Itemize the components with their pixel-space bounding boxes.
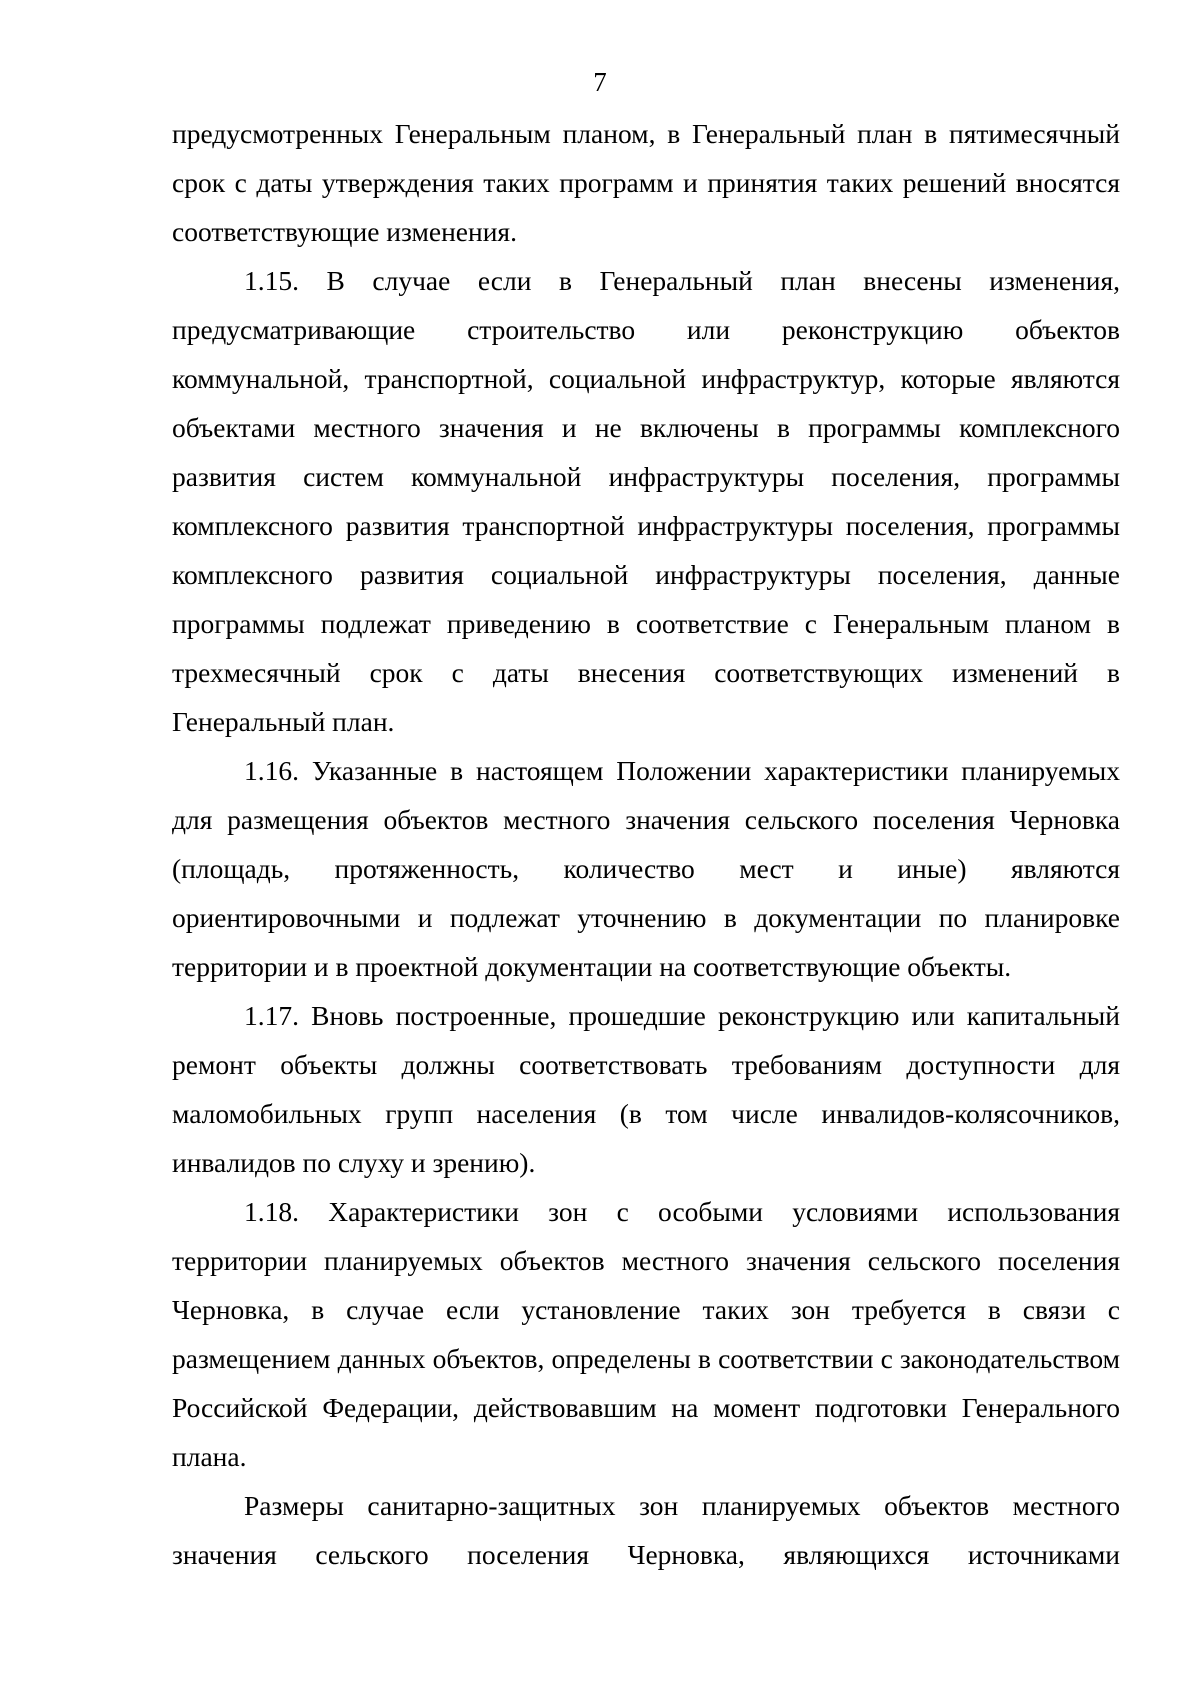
paragraph-1-18: 1.18. Характеристики зон с особыми условиями использования территории планируемых объектов местного значения сельского поселения Черновка, в случае если установление таких зон требуется в связи с размещением данных объектов, определены в соответствии с законодательством Российской Федерации, действовавшим на момент подготовки Генерального плана. bbox=[172, 1196, 1120, 1472]
paragraph-1-17: 1.17. Вновь построенные, прошедшие реконструкцию или капитальный ремонт объекты должны соответствовать требованиям доступности для маломобильных групп населения (в том числе инвалидов-колясочников, инвалидов по слуху и зрению). bbox=[172, 1000, 1120, 1178]
paragraph-continuation: предусмотренных Генеральным планом, в Генеральный план в пятимесячный срок с даты утверждения таких программ и принятия таких решений вносятся соответствующие изменения. bbox=[172, 118, 1120, 247]
document-body bbox=[172, 109, 1120, 1579]
page-number: 7 bbox=[593, 67, 607, 97]
paragraph-1-16: 1.16. Указанные в настоящем Положении характеристики планируемых для размещения объектов местного значения сельского поселения Черновка (площадь, протяженность, количество мест и иные) являются ориентировочными и подлежат уточнению в документации по планировке территории и в проектной документации на соответствующие объекты. bbox=[172, 755, 1120, 982]
paragraph-1-15: 1.15. В случае если в Генеральный план внесены изменения, предусматривающие строительство или реконструкцию объектов коммунальной, транспортной, социальной инфраструктур, которые являются объектами местного значения и не включены в программы комплексного развития систем коммунальной инфраструктуры поселения, программы комплексного развития транспортной инфраструктуры поселения, программы комплексного развития социальной инфраструктуры поселения, данные программы подлежат приведению в соответствие с Генеральным планом в трехмесячный срок с даты внесения соответствующих изменений в Генеральный план. bbox=[172, 265, 1120, 737]
paragraph-sanitary-zones: Размеры санитарно-защитных зон планируемых объектов местного значения сельского поселения Черновка, являющихся источниками bbox=[172, 1490, 1120, 1570]
